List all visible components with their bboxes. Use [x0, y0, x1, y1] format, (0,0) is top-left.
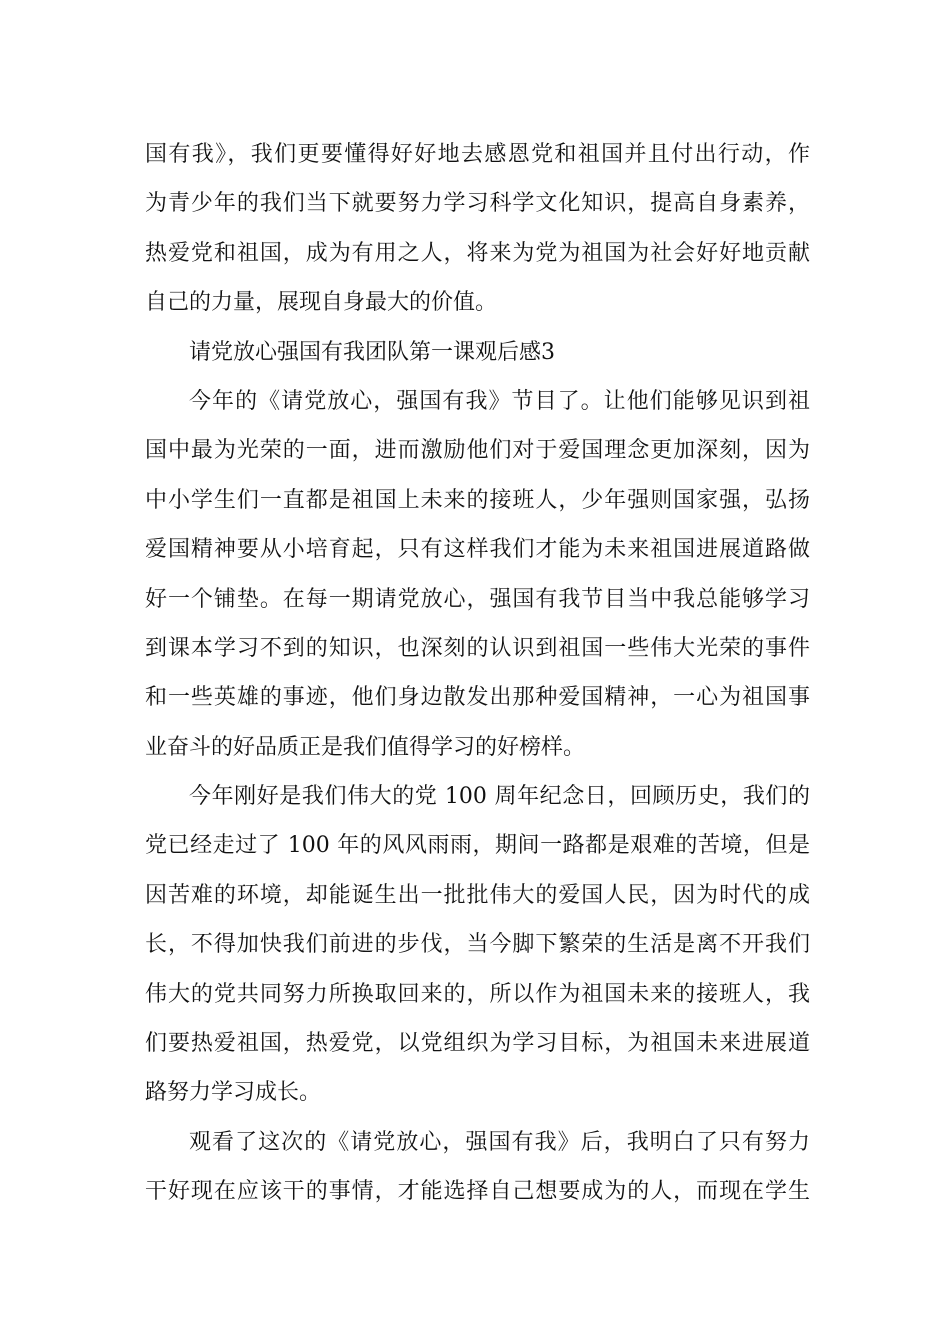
text-line: 国有我》，我们更要懂得好好地去感恩党和祖国并且付出行动，作 [145, 142, 810, 167]
text-line: 为青少年的我们当下就要努力学习科学文化知识，提高自身素养， [145, 191, 810, 217]
text-line: 干好现在应该干的事情，才能选择自己想要成为的人，而现在学生 [145, 1179, 810, 1205]
text-line: 因苦难的环境，却能诞生出一批批伟大的爱国人民，因为时代的成 [145, 882, 810, 908]
text-line: 伟大的党共同努力所换取回来的，所以作为祖国未来的接班人，我 [145, 981, 810, 1007]
text-line: 业奋斗的好品质正是我们值得学习的好榜样。 [145, 734, 586, 760]
text-line: 今年的《请党放心，强国有我》节目了。让他们能够见识到祖 [189, 388, 810, 414]
text-line: 中小学生们一直都是祖国上未来的接班人，少年强则国家强，弘扬 [145, 487, 810, 513]
text-line: 今年刚好是我们伟大的党 100 周年纪念日，回顾历史，我们的 [189, 784, 810, 810]
text-line: 和一些英雄的事迹，他们身边散发出那种爱国精神，一心为祖国事 [145, 685, 810, 711]
text-line: 爱国精神要从小培育起，只有这样我们才能为未来祖国进展道路做 [145, 537, 810, 563]
text-line: 党已经走过了 100 年的风风雨雨，期间一路都是艰难的苦境，但是 [145, 833, 810, 859]
text-line: 到课本学习不到的知识，也深刻的认识到祖国一些伟大光荣的事件 [145, 635, 810, 661]
text-line: 好一个铺垫。在每一期请党放心，强国有我节目当中我总能够学习 [145, 586, 810, 612]
text-line: 自己的力量，展现自身最大的价值。 [145, 290, 498, 316]
text-line: 路努力学习成长。 [145, 1080, 322, 1106]
text-line: 们要热爱祖国，热爱党，以党组织为学习目标，为祖国未来进展道 [145, 1031, 810, 1057]
text-line: 长，不得加快我们前进的步伐，当今脚下繁荣的生活是离不开我们 [145, 932, 810, 958]
text-line: 请党放心强国有我团队第一课观后感3 [189, 339, 555, 365]
text-line: 热爱党和祖国，成为有用之人，将来为党为祖国为社会好好地贡献 [145, 240, 810, 266]
text-line: 观看了这次的《请党放心，强国有我》后，我明白了只有努力 [189, 1129, 810, 1155]
document-body [145, 130, 810, 1217]
text-line: 国中最为光荣的一面，进而激励他们对于爱国理念更加深刻，因为 [145, 438, 810, 464]
